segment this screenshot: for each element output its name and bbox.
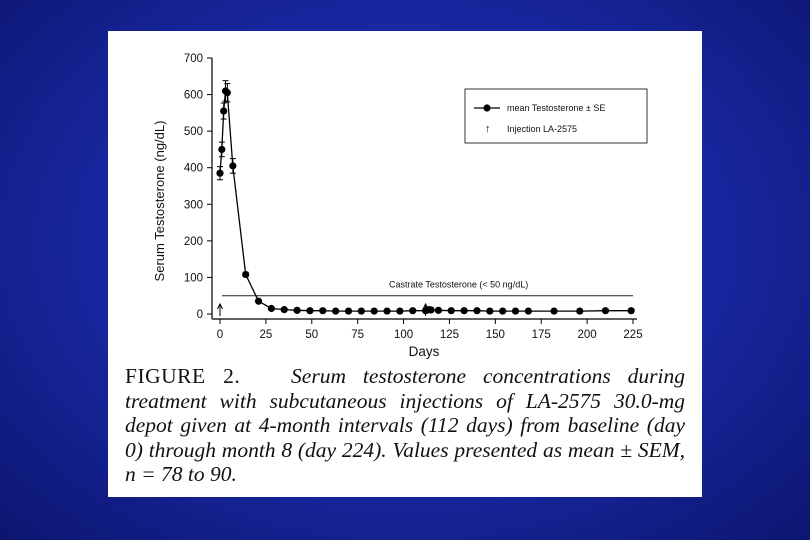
x-tick-label: 225 [623,329,643,341]
y-tick-label: 100 [183,272,203,285]
legend-injection-label: Injection LA-2575 [507,124,578,134]
chart-legend [465,89,647,143]
y-tick-label: 500 [183,126,203,139]
data-point [358,307,365,314]
y-tick-label: 300 [183,199,203,212]
data-point [216,170,223,177]
data-point [345,307,352,314]
data-point [383,307,390,314]
data-point [306,307,313,314]
x-tick-label: 200 [577,329,597,341]
reference-line-label: Castrate Testosterone (< 50 ng/dL) [389,279,529,290]
x-tick-label: 150 [485,329,505,341]
y-tick-label: 0 [196,309,203,321]
data-point [224,89,231,96]
figure-caption [125,364,685,487]
x-tick-label: 0 [216,329,224,341]
data-point [409,307,416,314]
data-point [255,298,262,305]
data-point [319,307,326,314]
data-point [461,307,468,314]
data-point [602,307,609,314]
testosterone-chart [108,31,702,371]
data-point [293,307,300,314]
data-point [435,307,442,314]
castrate-reference-line [222,280,633,296]
x-tick-label: 50 [305,329,319,341]
figure-caption-text: Serum testosterone concentrations during treatment with subcutaneous injections of LA-2575 30.0-mg depot given at 4-month intervals (112 days) from baseline (day 0) through month 8 (day 224). Values presented as mean ± SEM, n = 78 to 90. [125,364,685,486]
y-tick-label: 600 [183,89,203,102]
data-point [220,107,227,114]
figure-panel [108,31,702,497]
data-point [242,271,249,278]
data-point [218,146,225,153]
data-point [525,307,532,314]
y-tick-label: 400 [183,162,203,175]
x-tick-label: 75 [351,329,365,341]
y-axis-label: Serum Testosterone (ng/dL) [152,120,167,282]
x-axis-label: Days [408,344,440,359]
data-point [396,307,403,314]
legend-marker-icon [483,104,490,111]
data-point [229,162,236,169]
data-point [628,307,635,314]
x-tick-label: 25 [259,329,273,341]
x-tick-label: 100 [393,329,414,341]
data-point [268,305,275,312]
legend-arrow-icon: ↑ [485,123,491,135]
data-point [576,307,583,314]
data-point [427,306,434,313]
data-point [550,307,557,314]
data-point [332,307,339,314]
data-point [486,307,493,314]
y-tick-label: 200 [183,235,203,248]
legend-series-label: mean Testosterone ± SE [507,103,606,113]
x-tick-label: 125 [439,329,460,341]
data-point [473,307,480,314]
data-point [448,307,455,314]
y-tick-label: 700 [183,53,203,65]
data-point [371,307,378,314]
figure-label: FIGURE 2. [125,364,241,388]
data-point [512,307,519,314]
data-point [281,306,288,313]
data-point [499,307,506,314]
x-tick-label: 175 [531,329,551,341]
